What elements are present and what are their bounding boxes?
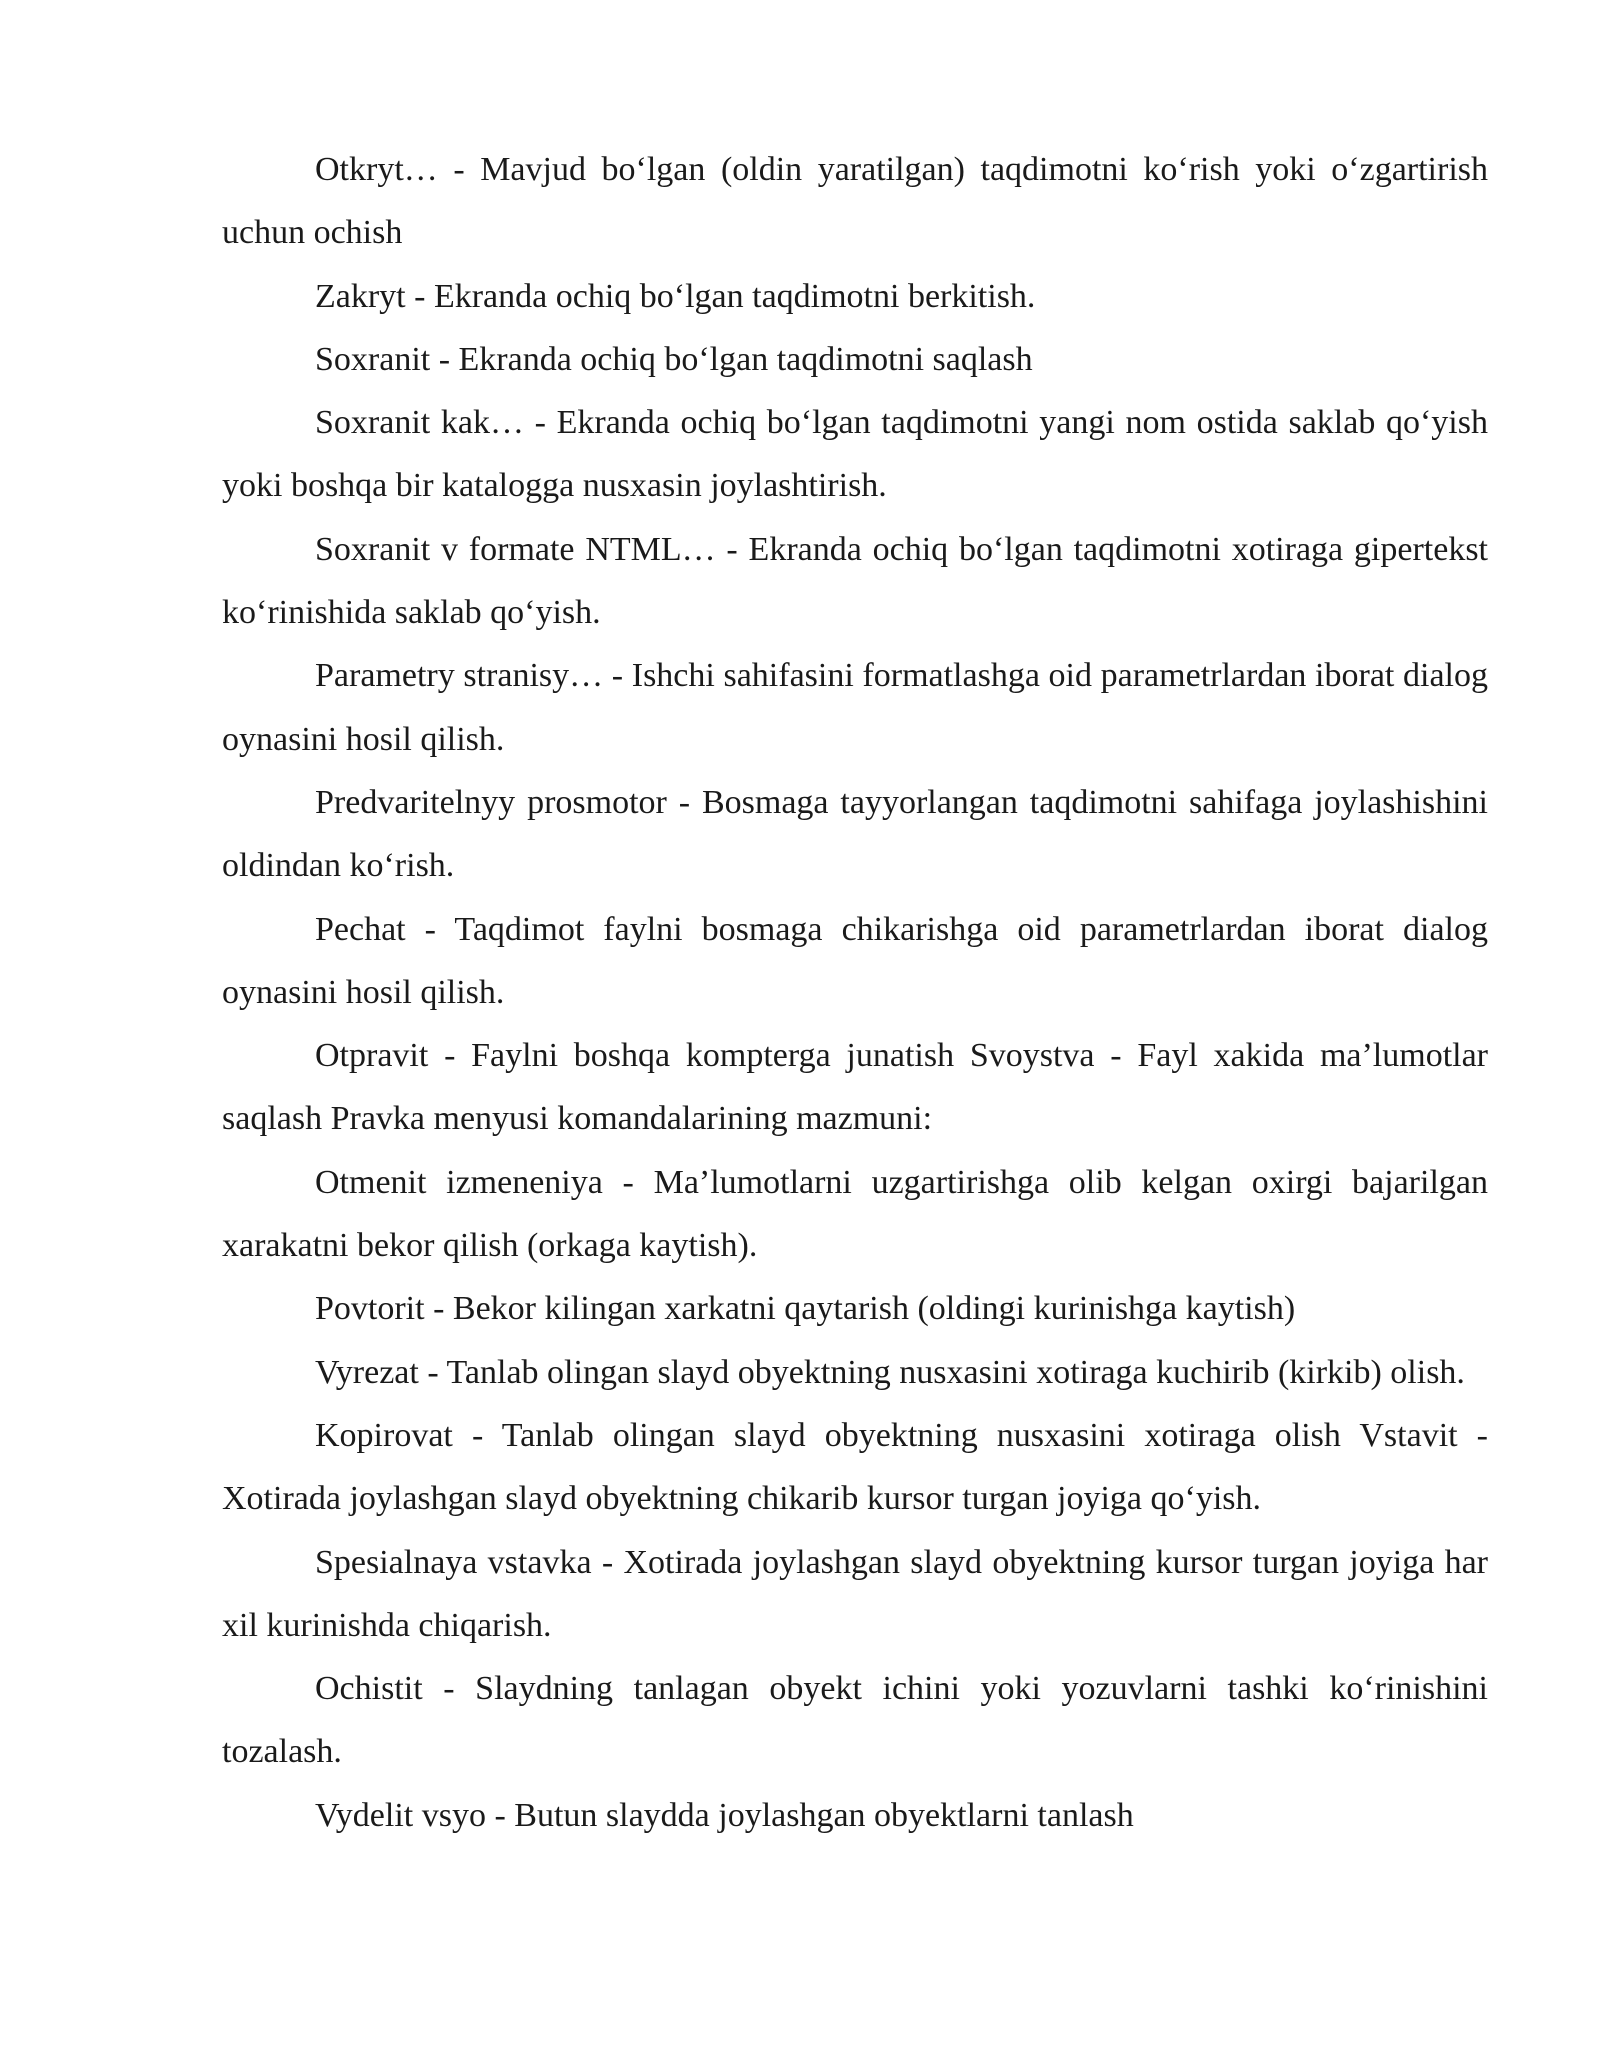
paragraph-zakryt: Zakryt - Ekranda ochiq bo‘lgan taqdimotni berkitish.	[315, 277, 1036, 315]
paragraph-vydelit-vsyo: Vydelit vsyo - Butun slaydda joylashgan obyektlarni tanlash	[315, 1796, 1134, 1834]
paragraph-povtorit: Povtorit - Bekor kilingan xarkatni qaytarish (oldingi kurinishga kaytish)	[315, 1290, 1296, 1328]
paragraph-ochistit: Ochistit - Slaydning tanlagan obyekt ichini yoki yozuvlarni tashki ko‘rinishini tozalash.	[222, 1670, 1488, 1771]
paragraph-parametry-stranisy: Parametry stranisy… - Ishchi sahifasini formatlashga oid parametrlardan iborat dialog oynasini hosil qilish.	[222, 657, 1488, 758]
paragraph-otmenit-izmeneniya: Otmenit izmeneniya - Ma’lumotlarni uzgartirishga olib kelgan oxirgi bajarilgan xarakatni bekor qilish (orkaga kaytish).	[222, 1163, 1488, 1265]
paragraph-predvaritelnyy-prosmotor: Predvaritelnyy prosmotor - Bosmaga tayyorlangan taqdimotni sahifaga joylashishini oldindan ko‘rish.	[222, 783, 1488, 885]
paragraph-soxranit-v-formate: Soxranit v formate NTML… - Ekranda ochiq bo‘lgan taqdimotni xotiraga gipertekst ko‘rinishida saklab qo‘yish.	[222, 530, 1488, 632]
paragraph-soxranit-kak: Soxranit kak… - Ekranda ochiq bo‘lgan taqdimotni yangi nom ostida saklab qo‘yish yoki boshqa bir katalogga nusxasin joylashtirish.	[222, 404, 1488, 505]
paragraph-kopirovat: Kopirovat - Tanlab olingan slayd obyektning nusxasini xotiraga olish Vstavit - Xotirada joylashgan slayd obyektning chikarib kursor turgan joyiga qo‘yish.	[222, 1416, 1488, 1518]
paragraph-otpravit: Otpravit - Faylni boshqa kompterga junatish Svoystva - Fayl xakida ma’lumotlar saqlash Pravka menyusi komandalarining mazmuni:	[222, 1037, 1488, 1138]
paragraph-pechat: Pechat - Taqdimot faylni bosmaga chikarishga oid parametrlardan iborat dialog oynasini hosil qilish.	[222, 910, 1488, 1011]
paragraph-soxranit: Soxranit - Ekranda ochiq bo‘lgan taqdimotni saqlash	[315, 340, 1033, 378]
document-body	[222, 138, 1488, 1847]
paragraph-otkryt: Otkryt… - Mavjud bo‘lgan (oldin yaratilgan) taqdimotni ko‘rish yoki o‘zgartirish uchun ochish	[222, 151, 1488, 252]
paragraph-vyrezat: Vyrezat - Tanlab olingan slayd obyektning nusxasini xotiraga kuchirib (kirkib) olish.	[315, 1353, 1465, 1391]
paragraph-spesialnaya-vstavka: Spesialnaya vstavka - Xotirada joylashgan slayd obyektning kursor turgan joyiga har xil kurinishda chiqarish.	[222, 1543, 1488, 1644]
